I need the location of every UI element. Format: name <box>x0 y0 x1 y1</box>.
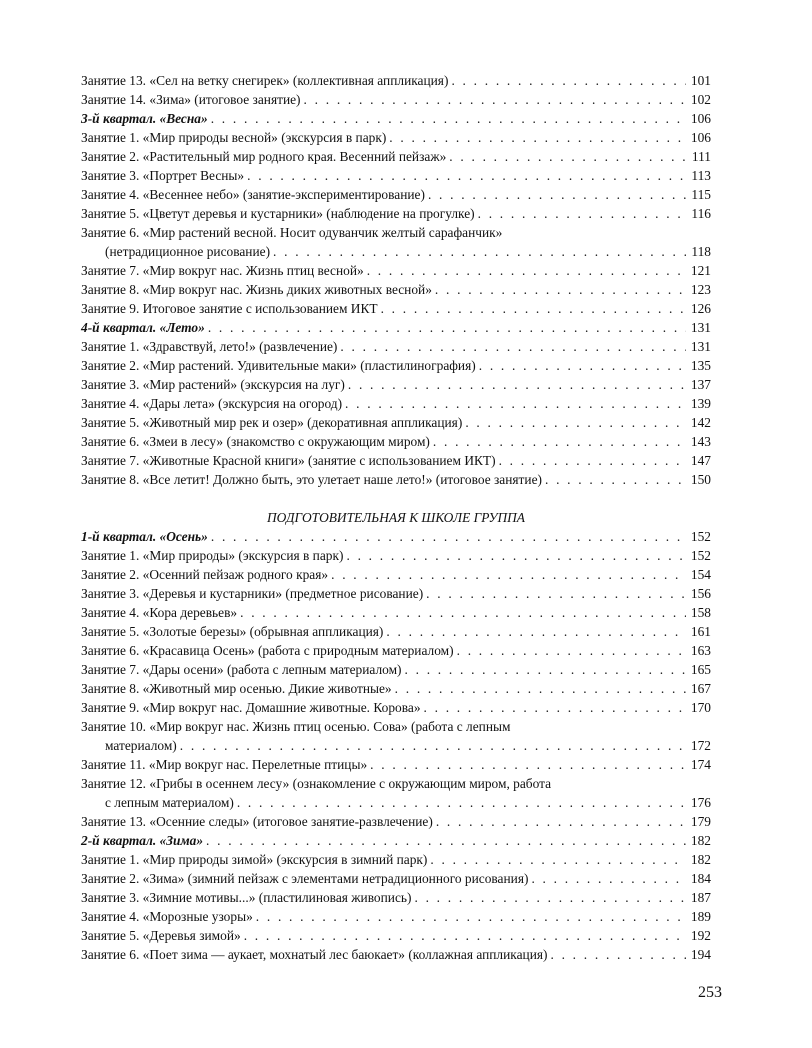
toc-entry <box>81 185 711 204</box>
toc-entry-title: Занятие 5. «Деревья зимой» <box>81 928 241 943</box>
dot-leader <box>381 299 686 318</box>
dot-leader <box>478 204 686 223</box>
toc-entry-title: Занятие 1. «Мир природы» (экскурсия в парк) <box>81 548 344 563</box>
dot-leader <box>208 318 686 337</box>
toc-page-number: 167 <box>690 681 711 696</box>
dot-leader <box>240 603 686 622</box>
toc-entry-title: Занятие 5. «Цветут деревья и кустарники» (наблюдение на прогулке) <box>81 206 475 221</box>
toc-quarter-heading <box>81 318 711 337</box>
toc-entry-title: Занятие 2. «Осенний пейзаж родного края» <box>81 567 329 582</box>
toc-page-number: 116 <box>691 206 711 221</box>
toc-page-number: 131 <box>690 339 711 354</box>
dot-leader <box>211 109 686 128</box>
toc-entry-continuation: с лепным материалом) <box>105 795 234 810</box>
toc-entry-title: Занятие 1. «Здравствуй, лето!» (развлечение) <box>81 339 338 354</box>
toc-page-number: 152 <box>690 529 711 544</box>
toc-entry <box>81 204 711 223</box>
dot-leader <box>256 907 686 926</box>
toc-entry <box>81 584 711 603</box>
toc-entry <box>81 90 711 109</box>
toc-entry-title: Занятие 2. «Зима» (зимний пейзаж с элементами нетрадиционного рисования) <box>81 871 529 886</box>
toc-entry <box>81 793 711 812</box>
toc-entry-title: Занятие 3. «Зимние мотивы...» (пластилиновая живопись) <box>81 890 412 905</box>
toc-page-number: 106 <box>690 111 711 126</box>
page-number: 253 <box>698 984 722 1001</box>
dot-leader <box>348 375 686 394</box>
toc-entry <box>81 698 711 717</box>
toc-entry-title: Занятие 6. «Красавица Осень» (работа с природным материалом) <box>81 643 454 658</box>
toc-entry <box>81 641 711 660</box>
toc-entry <box>81 128 711 147</box>
toc-page-number: 142 <box>690 415 711 430</box>
toc-entry-first-line: Занятие 6. «Мир растений весной. Носит одуванчик желтый сарафанчик» <box>81 225 503 240</box>
dot-leader <box>386 622 686 641</box>
toc-entry-title: Занятие 14. «Зима» (итоговое занятие) <box>81 92 301 107</box>
toc-block-middle-group <box>81 71 711 489</box>
toc-page-number: 143 <box>690 434 711 449</box>
toc-entry-title: Занятие 3. «Портрет Весны» <box>81 168 245 183</box>
dot-leader <box>211 527 686 546</box>
toc-page-number: 147 <box>690 453 711 468</box>
dot-leader <box>426 584 686 603</box>
toc-page-number: 158 <box>690 605 711 620</box>
dot-leader <box>430 850 686 869</box>
table-of-contents <box>81 71 711 964</box>
toc-entry-title: 1-й квартал. «Осень» <box>81 529 208 544</box>
toc-page-number: 121 <box>690 263 711 278</box>
dot-leader <box>247 166 686 185</box>
toc-entry-title: Занятие 13. «Осенние следы» (итоговое занятие-развлечение) <box>81 814 433 829</box>
toc-entry <box>81 622 711 641</box>
toc-entry-first-line: Занятие 10. «Мир вокруг нас. Жизнь птиц осенью. Сова» (работа с лепным <box>81 719 511 734</box>
dot-leader <box>428 185 686 204</box>
toc-entry <box>81 850 711 869</box>
toc-page-number: 115 <box>691 187 711 202</box>
toc-page-number: 139 <box>690 396 711 411</box>
toc-page-number: 182 <box>690 833 711 848</box>
dot-leader <box>479 356 686 375</box>
toc-page-number: 106 <box>690 130 711 145</box>
toc-page-number: 102 <box>690 92 711 107</box>
dot-leader <box>451 71 686 90</box>
toc-entry <box>81 451 711 470</box>
dot-leader <box>395 679 686 698</box>
toc-entry <box>81 147 711 166</box>
toc-entry-title: Занятие 3. «Деревья и кустарники» (предметное рисование) <box>81 586 424 601</box>
dot-leader <box>304 90 686 109</box>
toc-page-number: 135 <box>690 358 711 373</box>
toc-page-number: 131 <box>690 320 711 335</box>
dot-leader <box>414 888 686 907</box>
toc-entry <box>81 869 711 888</box>
dot-leader <box>389 128 686 147</box>
dot-leader <box>499 451 686 470</box>
dot-leader <box>367 261 686 280</box>
toc-page-number: 126 <box>690 301 711 316</box>
toc-page-number: 184 <box>690 871 711 886</box>
toc-entry <box>81 166 711 185</box>
toc-entry <box>81 432 711 451</box>
toc-entry <box>81 546 711 565</box>
toc-entry-title: Занятие 4. «Морозные узоры» <box>81 909 253 924</box>
dot-leader <box>237 793 686 812</box>
toc-page-number: 174 <box>690 757 711 772</box>
toc-entry <box>81 356 711 375</box>
toc-entry-title: Занятие 9. Итоговое занятие с использованием ИКТ <box>81 301 378 316</box>
dot-leader <box>331 565 686 584</box>
toc-page-number: 161 <box>690 624 711 639</box>
toc-entry-title: Занятие 4. «Весеннее небо» (занятие-экспериментирование) <box>81 187 425 202</box>
toc-entry-title: Занятие 8. «Все летит! Должно быть, это улетает наше лето!» (итоговое занятие) <box>81 472 542 487</box>
toc-entry <box>81 926 711 945</box>
toc-entry <box>81 470 711 489</box>
toc-entry <box>81 299 711 318</box>
toc-entry <box>81 375 711 394</box>
dot-leader <box>465 413 686 432</box>
toc-entry-title: 3-й квартал. «Весна» <box>81 111 208 126</box>
toc-quarter-heading <box>81 109 711 128</box>
dot-leader <box>346 546 686 565</box>
toc-page-number: 123 <box>690 282 711 297</box>
toc-entry <box>81 337 711 356</box>
toc-entry <box>81 565 711 584</box>
dot-leader <box>370 755 686 774</box>
dot-leader <box>340 337 686 356</box>
dot-leader <box>457 641 686 660</box>
toc-entry <box>81 413 711 432</box>
toc-entry-title: Занятие 4. «Кора деревьев» <box>81 605 238 620</box>
dot-leader <box>244 926 686 945</box>
toc-entry <box>81 394 711 413</box>
toc-entry-first-line: Занятие 12. «Грибы в осеннем лесу» (ознакомление с окружающим миром, работа <box>81 776 552 791</box>
toc-page-number: 165 <box>690 662 711 677</box>
toc-entry-title: Занятие 8. «Животный мир осенью. Дикие животные» <box>81 681 392 696</box>
toc-page-number: 118 <box>691 244 711 259</box>
toc-entry <box>81 755 711 774</box>
toc-entry-continuation: материалом) <box>105 738 177 753</box>
toc-entry-title: Занятие 8. «Мир вокруг нас. Жизнь диких животных весной» <box>81 282 432 297</box>
toc-page-number: 150 <box>690 472 711 487</box>
toc-entry-title: Занятие 7. «Дары осени» (работа с лепным материалом) <box>81 662 402 677</box>
toc-page-number: 179 <box>690 814 711 829</box>
dot-leader <box>436 812 686 831</box>
toc-entry-continuation: (нетрадиционное рисование) <box>105 244 271 259</box>
toc-entry-title: Занятие 5. «Золотые березы» (обрывная аппликация) <box>81 624 384 639</box>
toc-block-preparatory-group <box>81 527 711 964</box>
toc-entry <box>81 603 711 622</box>
toc-page-number: 101 <box>690 73 711 88</box>
toc-page-number: 187 <box>690 890 711 905</box>
toc-page-number: 152 <box>690 548 711 563</box>
toc-entry-title: 2-й квартал. «Зима» <box>81 833 204 848</box>
toc-entry <box>81 945 711 964</box>
toc-page-number: 172 <box>690 738 711 753</box>
toc-page-number: 111 <box>691 149 711 164</box>
toc-entry <box>81 242 711 261</box>
toc-entry <box>81 71 711 90</box>
toc-page-number: 137 <box>690 377 711 392</box>
toc-entry-title: Занятие 11. «Мир вокруг нас. Перелетные птицы» <box>81 757 368 772</box>
toc-entry-title: Занятие 6. «Змеи в лесу» (знакомство с окружающим миром) <box>81 434 430 449</box>
toc-page-number: 154 <box>690 567 711 582</box>
dot-leader <box>433 432 686 451</box>
dot-leader <box>449 147 686 166</box>
toc-page-number: 182 <box>690 852 711 867</box>
toc-entry-title: Занятие 7. «Мир вокруг нас. Жизнь птиц весной» <box>81 263 364 278</box>
toc-entry-title: Занятие 2. «Мир растений. Удивительные маки» (пластилинография) <box>81 358 476 373</box>
toc-entry <box>81 280 711 299</box>
section-heading: ПОДГОТОВИТЕЛЬНАЯ К ШКОЛЕ ГРУППА <box>267 510 525 525</box>
toc-page-number: 189 <box>690 909 711 924</box>
dot-leader <box>273 242 686 261</box>
toc-page-number: 192 <box>690 928 711 943</box>
toc-entry <box>81 888 711 907</box>
toc-page-number: 113 <box>691 168 711 183</box>
dot-leader <box>435 280 686 299</box>
toc-entry-title: Занятие 7. «Животные Красной книги» (занятие с использованием ИКТ) <box>81 453 496 468</box>
dot-leader <box>345 394 686 413</box>
toc-entry-title: 4-й квартал. «Лето» <box>81 320 205 335</box>
toc-entry <box>81 660 711 679</box>
toc-entry-title: Занятие 6. «Поет зима — аукает, мохнатый лес баюкает» (коллажная аппликация) <box>81 947 548 962</box>
toc-entry <box>81 261 711 280</box>
toc-entry-title: Занятие 9. «Мир вокруг нас. Домашние животные. Корова» <box>81 700 421 715</box>
toc-page-number: 176 <box>690 795 711 810</box>
toc-entry-title: Занятие 1. «Мир природы весной» (экскурсия в парк) <box>81 130 387 145</box>
dot-leader <box>545 470 686 489</box>
toc-page-number: 163 <box>690 643 711 658</box>
toc-page-number: 170 <box>690 700 711 715</box>
toc-entry-title: Занятие 13. «Сел на ветку снегирек» (коллективная аппликация) <box>81 73 449 88</box>
dot-leader <box>206 831 686 850</box>
dot-leader <box>424 698 686 717</box>
toc-entry-title: Занятие 3. «Мир растений» (экскурсия на луг) <box>81 377 345 392</box>
dot-leader <box>531 869 686 888</box>
toc-entry <box>81 812 711 831</box>
toc-entry-title: Занятие 1. «Мир природы зимой» (экскурсия в зимний парк) <box>81 852 428 867</box>
toc-entry-title: Занятие 2. «Растительный мир родного края. Весенний пейзаж» <box>81 149 447 164</box>
dot-leader <box>180 736 686 755</box>
toc-entry <box>81 736 711 755</box>
toc-page-number: 156 <box>690 586 711 601</box>
dot-leader <box>550 945 686 964</box>
toc-entry <box>81 679 711 698</box>
toc-page-number: 194 <box>690 947 711 962</box>
toc-entry <box>81 907 711 926</box>
dot-leader <box>405 660 687 679</box>
toc-quarter-heading <box>81 831 711 850</box>
toc-entry-title: Занятие 4. «Дары лета» (экскурсия на огород) <box>81 396 343 411</box>
toc-entry-title: Занятие 5. «Животный мир рек и озер» (декоративная аппликация) <box>81 415 463 430</box>
toc-quarter-heading <box>81 527 711 546</box>
